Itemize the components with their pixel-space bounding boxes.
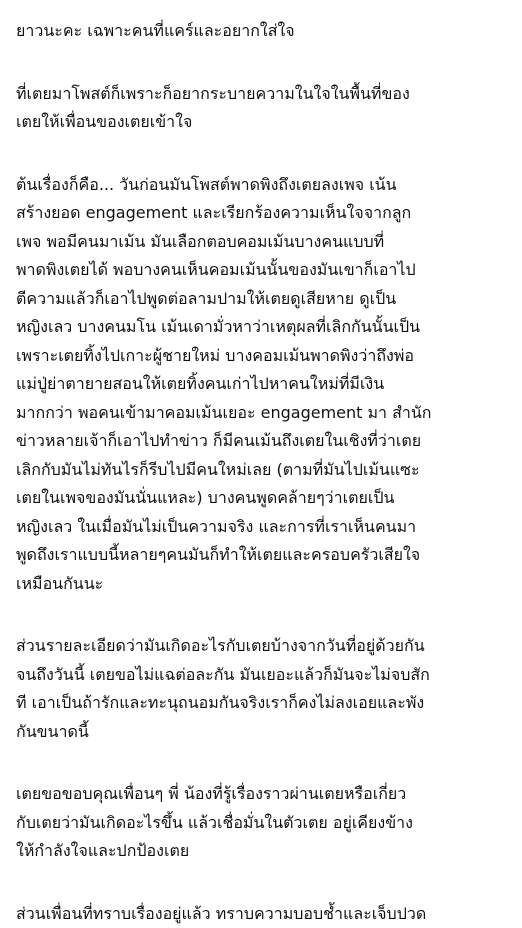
text-line: สร้างยอด engagement และเรียกร้องความเห็นใจจากลูก [16, 199, 510, 228]
text-line: เลิกกับมันไม่ทันไรก็รีบไปมีคนใหม่เลย (ตามที่มันไปเม้นแซะ [16, 456, 510, 485]
paragraph [16, 171, 510, 599]
text-line: เตยขอขอบคุณเพื่อนๆ พี่ น้องที่รู้เรื่องราวผ่านเตยหรือเกี่ยว [16, 780, 510, 809]
text-line: ยาวนะคะ เฉพาะคนที่แคร์และอยากใส่ใจ [16, 17, 510, 46]
post-text [16, 17, 510, 928]
text-line: เพจ พอมีคนมาเม้น มันเลือกตอบคอมเม้นบางคนแบบที่ [16, 228, 510, 257]
text-line: ส่วนเพื่อนที่ทราบเรื่องอยู่แล้ว ทราบความบอบช้ำและเจ็บปวด [16, 900, 510, 928]
text-line: หญิงเลว บางคนมโน เม้นเดามั่วหาว่าเหตุผลที่เลิกกันนั้นเป็น [16, 313, 510, 342]
text-line: แม่ปู่ย่าตายายสอนให้เตยทิ้งคนเก่าไปหาคนใหม่ที่มีเงิน [16, 370, 510, 399]
text-line: ให้กำลังใจและปกป้องเตย [16, 837, 510, 866]
paragraph [16, 780, 510, 866]
text-line: เตยให้เพื่อนของเตยเข้าใจ [16, 108, 510, 137]
text-line: ตีความแล้วก็เอาไปพูดต่อลามปามให้เตยดูเสียหาย ดูเป็น [16, 285, 510, 314]
text-line: มากกว่า พอคนเข้ามาคอมเม้นเยอะ engagement มา สำนัก [16, 399, 510, 428]
text-line: พาดพิงเตยได้ พอบางคนเห็นคอมเม้นนั้นของมันเขาก็เอาไป [16, 256, 510, 285]
text-line: เหมือนกันนะ [16, 570, 510, 599]
paragraph [16, 900, 510, 928]
text-line: ข่าวหลายเจ้าก็เอาไปทำข่าว ก็มีคนเม้นถึงเตยในเชิงที่ว่าเตย [16, 427, 510, 456]
text-line: กับเตยว่ามันเกิดอะไรขึ้น แล้วเชื่อมั่นในตัวเตย อยู่เคียงข้าง [16, 809, 510, 838]
paragraph [16, 80, 510, 137]
text-line: เตยในเพจของมันนั่นแหละ) บางคนพูดคล้ายๆว่าเตยเป็น [16, 484, 510, 513]
paragraph [16, 632, 510, 746]
text-line: หญิงเลว ในเมื่อมันไม่เป็นความจริง และการที่เราเห็นคนมา [16, 513, 510, 542]
paragraph [16, 17, 510, 46]
text-line: ต้นเรื่องก็คือ... วันก่อนมันโพสต์พาดพิงถึงเตยลงเพจ เน้น [16, 171, 510, 200]
text-line: ส่วนรายละเอียดว่ามันเกิดอะไรกับเตยบ้างจากวันที่อยู่ด้วยกัน [16, 632, 510, 661]
text-line: ที เอาเป็นถ้ารักและทะนุถนอมกันจริงเราก็คงไม่ลงเอยและพัง [16, 689, 510, 718]
text-line: เพราะเตยทิ้งไปเกาะผู้ชายใหม่ บางคอมเม้นพาดพิงว่าถึงพ่อ [16, 342, 510, 371]
text-line: กันขนาดนี้ [16, 718, 510, 747]
text-line: พูดถึงเราแบบนี้หลายๆคนมันก็ทำให้เตยและครอบครัวเสียใจ [16, 541, 510, 570]
text-line: ที่เตยมาโพสต์ก็เพราะก็อยากระบายความในใจในพื้นที่ของ [16, 80, 510, 109]
text-line: จนถึงวันนี้ เตยขอไม่แฉต่อละกัน มันเยอะแล้วก็มันจะไม่จบสัก [16, 661, 510, 690]
